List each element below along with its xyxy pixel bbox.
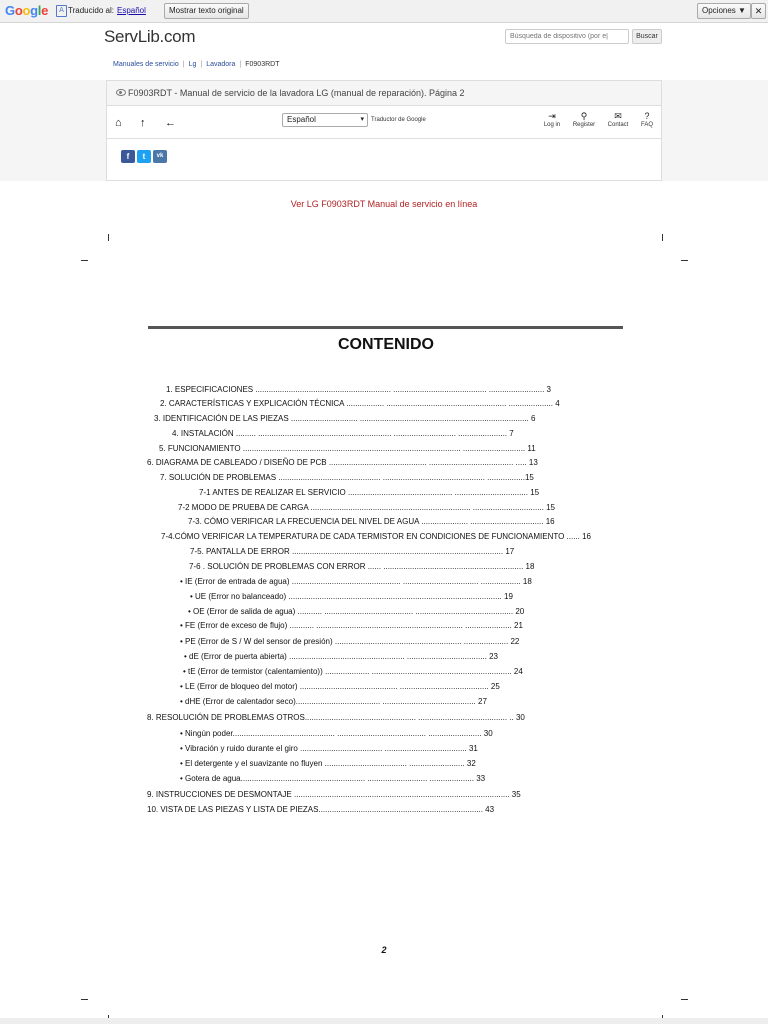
- contact-button[interactable]: [604, 110, 632, 128]
- crop-mark: [108, 234, 109, 241]
- breadcrumb-washer[interactable]: Lavadora: [206, 61, 236, 68]
- toc-entry: 10. VISTA DE LAS PIEZAS Y LISTA DE PIEZAS.......................................................................... 43: [147, 805, 495, 814]
- options-button[interactable]: Opciones ▼: [697, 3, 751, 19]
- help-icon: ?: [644, 111, 650, 121]
- bottom-scroll-strip: [0, 1018, 768, 1024]
- facebook-share-button[interactable]: [121, 150, 135, 163]
- register-button[interactable]: [569, 110, 599, 128]
- toc-entry: • UE (Error no balanceado) ................................................................................................ 19: [190, 592, 513, 601]
- toc-entry: 9. INSTRUCCIONES DE DESMONTAJE ................................................................................................. 35: [147, 790, 521, 799]
- toc-entry: • FE (Error de exceso de flujo) ........... .................................................................. ..................... 21: [180, 621, 523, 630]
- toc-entry: • Ningún poder.............................................. ........................................ ........................ 30: [180, 729, 493, 738]
- toc-entry: • LE (Error de bloqueo del motor) ............................................ ........................................ 25: [180, 682, 500, 691]
- toc-entry: • IE (Error de entrada de agua) ................................................. .................................. .................. 18: [180, 577, 532, 586]
- close-translate-bar-button[interactable]: ✕: [751, 3, 766, 19]
- toc-entry: 7. SOLUCIÓN DE PROBLEMAS .............................................. .............................................. .................15: [160, 473, 534, 482]
- translate-icon: A: [56, 5, 67, 17]
- toc-entry: • tE (Error de termistor (calentamiento)) .................... ............................................................... 24: [183, 667, 523, 676]
- toc-entry: 3. IDENTIFICACIÓN DE LAS PIEZAS .............................. ............................................................................ 6: [154, 414, 536, 423]
- toc-entry: • dE (Error de puerta abierta) .................................................... .................................... 23: [184, 652, 499, 661]
- faq-button[interactable]: [637, 110, 657, 128]
- language-select[interactable]: [282, 113, 368, 127]
- login-button[interactable]: [540, 110, 564, 128]
- toc-entry: • dHE (Error de calentador seco)...................................... .......................................... 27: [180, 697, 487, 706]
- contact-label: Contact: [607, 122, 629, 128]
- crop-mark: [681, 260, 688, 261]
- toc-entry: • Vibración y ruido durante el giro ..................................... ..................................... 31: [180, 744, 478, 753]
- google-translate-bar: [0, 0, 768, 23]
- manual-toolbar: [107, 106, 661, 139]
- breadcrumb-lg[interactable]: Lg: [188, 61, 197, 68]
- toc-entry: 7-5. PANTALLA DE ERROR ............................................................................................... 17: [190, 547, 515, 556]
- toc-entry: • PE (Error de S / W del sensor de presión) ......................................................... .................... 22: [180, 637, 520, 646]
- toc-entry: • OE (Error de salida de agua) ........... ........................................ ............................................ 20: [188, 607, 525, 616]
- site-logo[interactable]: ServLib.com: [104, 27, 196, 46]
- page-number: 2: [381, 945, 387, 955]
- contents-heading: CONTENIDO: [338, 336, 434, 353]
- crop-mark: [81, 260, 88, 261]
- breadcrumb: Manuales de servicio | Lg | Lavadora | F0903RDT: [113, 61, 280, 68]
- view-online-link[interactable]: Ver LG F0903RDT Manual de servicio en línea: [290, 199, 478, 209]
- toc-entry: 7-4.CÓMO VERIFICAR LA TEMPERATURA DE CADA TERMISTOR EN CONDICIONES DE FUNCIONAMIENTO ...... 16: [161, 532, 591, 541]
- eye-icon: [116, 89, 126, 96]
- breadcrumb-service-manuals[interactable]: Manuales de servicio: [113, 61, 179, 68]
- login-icon: ⇥: [548, 111, 556, 121]
- faq-label: FAQ: [640, 122, 653, 128]
- toc-entry: • El detergente y el suavizante no fluyen ..................................... ......................... 32: [180, 759, 476, 768]
- toc-entry: 7-6 . SOLUCIÓN DE PROBLEMAS CON ERROR ...... ............................................................... 18: [189, 562, 535, 571]
- mail-icon: ✉: [614, 111, 622, 121]
- up-arrow-icon[interactable]: ↑: [140, 117, 146, 129]
- page-title: F0903RDT - Manual de servicio de la lavadora LG (manual de reparación). Página 2: [128, 88, 465, 98]
- back-arrow-icon[interactable]: ←: [165, 117, 176, 129]
- toc-entry: 5. FUNCIONAMIENTO .................................................................................................. ............................ 11: [159, 444, 536, 453]
- toc-entry: 7-2 MODO DE PRUEBA DE CARGA ........................................................................ ................................ 15: [178, 503, 555, 512]
- breadcrumb-current: F0903RDT: [245, 61, 280, 68]
- manual-panel: [106, 80, 662, 181]
- toc-entry: 1. ESPECIFICACIONES ............................................................. .......................................... ......................... 3: [166, 385, 551, 394]
- login-label: Log in: [543, 122, 561, 128]
- heading-rule: [148, 326, 623, 329]
- crop-mark: [681, 999, 688, 1000]
- twitter-share-button[interactable]: [137, 150, 151, 163]
- toc-entry: 7-1 ANTES DE REALIZAR EL SERVICIO ............................................... ................................. 15: [199, 488, 540, 497]
- translated-language-link[interactable]: Español: [117, 6, 146, 15]
- chevron-down-icon: ▾: [360, 116, 364, 123]
- register-label: Register: [572, 122, 596, 128]
- register-icon: ⚲: [580, 111, 588, 121]
- show-original-button[interactable]: Mostrar texto original: [164, 3, 249, 19]
- toc-entry: 2. CARACTERÍSTICAS Y EXPLICACIÓN TÉCNICA ................. ...................................................... .................... 4: [160, 399, 560, 408]
- toc-entry: • Gotera de agua........................................................ ........................... .................... 33: [180, 774, 486, 783]
- toc-entry: 4. INSTALACIÓN ......... ............................................................ ............................ ...................... 7: [172, 429, 514, 438]
- vk-share-button[interactable]: [153, 150, 167, 163]
- crop-mark: [81, 999, 88, 1000]
- toc-entry: 8. RESOLUCIÓN DE PROBLEMAS OTROS.................................................. ........................................ .. 30: [147, 713, 525, 722]
- crop-mark: [662, 234, 663, 241]
- twitter-icon: t: [142, 152, 146, 161]
- toc-entry: 6. DIAGRAMA DE CABLEADO / DISEÑO DE PCB ............................................ ...................................... ..... 13: [147, 458, 538, 467]
- google-logo[interactable]: Google: [5, 3, 49, 18]
- facebook-icon: f: [126, 152, 130, 161]
- translated-label: Traducido al:: [68, 6, 114, 15]
- device-search-input[interactable]: [505, 29, 629, 44]
- search-button[interactable]: Buscar: [632, 29, 662, 44]
- home-icon[interactable]: ⌂: [115, 117, 122, 129]
- vk-icon: vk: [156, 153, 164, 159]
- toc-entry: 7-3. CÓMO VERIFICAR LA FRECUENCIA DEL NIVEL DE AGUA ..................... ................................. 16: [188, 517, 555, 526]
- language-select-value: Español: [287, 115, 316, 124]
- panel-title-bar: [107, 81, 661, 106]
- google-translator-label: Traductor de Google: [371, 117, 426, 123]
